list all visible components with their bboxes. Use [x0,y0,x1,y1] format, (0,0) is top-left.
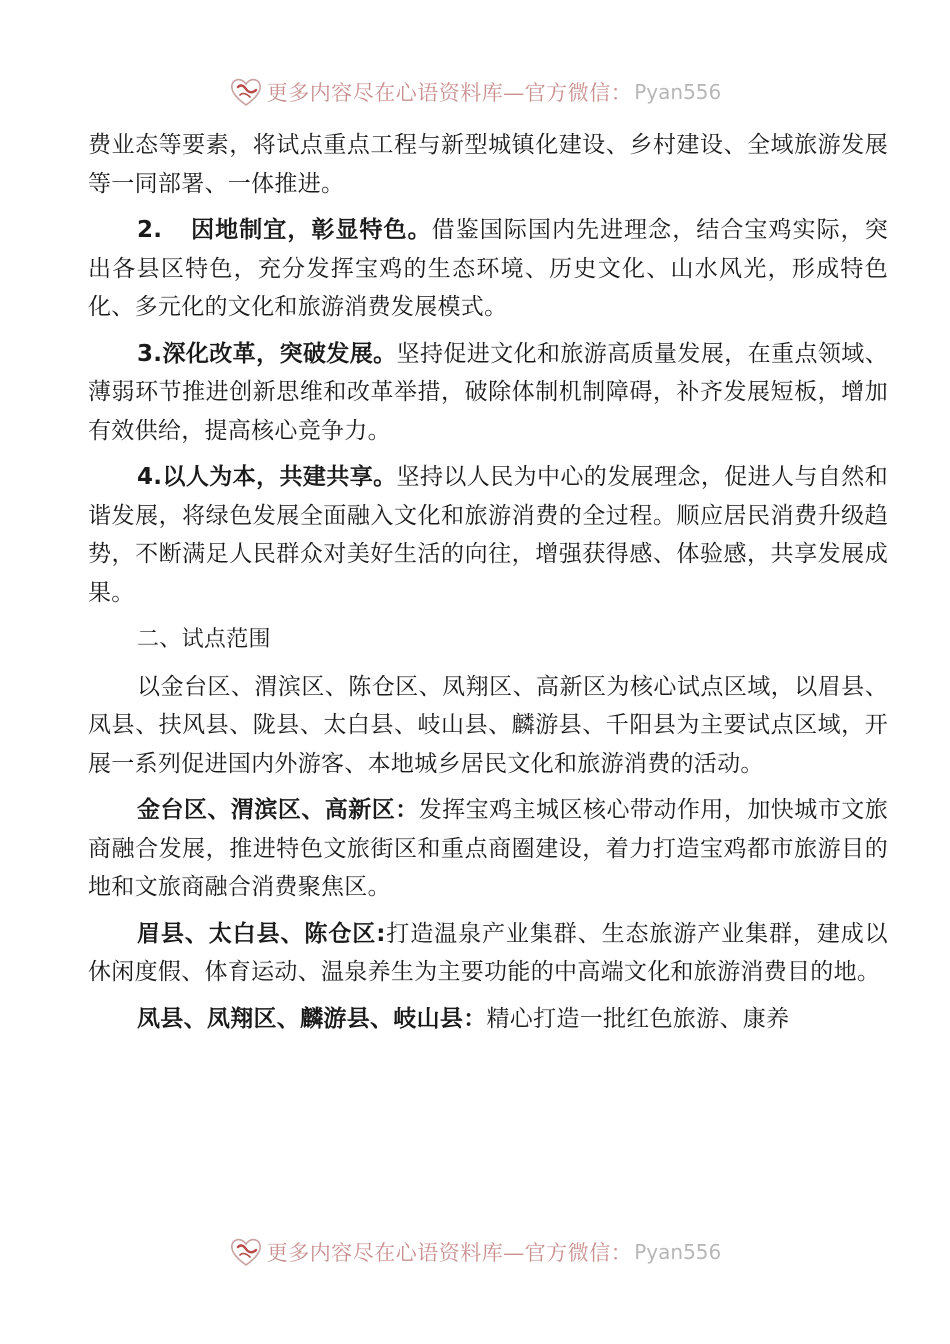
district-group-title: 金台区、渭滨区、高新区： [137,797,419,823]
principle-text: 借鉴国际国内先进理念，结合宝鸡实际，突出各县区特色，充分发挥宝鸡的生态环境、历史文化、山水风光，形成特色化、多元化的文化和旅游消费发展模式。 [88,217,888,320]
watermark-id: Pyan556 [634,1240,722,1264]
principle-3 [88,335,888,451]
principle-text: 坚持以人民为中心的发展理念，促进人与自然和谐发展，将绿色发展全面融入文化和旅游消费的全过程。顺应居民消费升级趋势，不断满足人民群众对美好生活的向往，增强获得感、体验感，共享发展成果。 [88,464,888,606]
section-heading [88,620,888,660]
paragraph-continuation [88,126,888,203]
heart-logo-icon [229,75,263,109]
district-group-2 [88,915,888,992]
document-body [88,126,888,1038]
watermark-header [0,72,950,112]
watermark-text: 更多内容尽在心语资料库—官方微信： [266,1241,633,1265]
watermark-text: 更多内容尽在心语资料库—官方微信： [266,81,633,105]
scope-paragraph [88,668,888,784]
principle-2 [88,211,888,327]
district-group-text: 发挥宝鸡主城区核心带动作用，加快城市文旅商融合发展，推进特色文旅街区和重点商圈建设，着力打造宝鸡都市旅游目的地和文旅商融合消费聚焦区。 [88,797,888,900]
section-heading-text: 二、试点范围 [137,627,271,652]
principle-title: 3.深化改革，突破发展。 [137,340,397,367]
district-group-text: 打造温泉产业集群、生态旅游产业集群，建成以休闲度假、体育运动、温泉养生为主要功能的中高端文化和旅游消费目的地。 [88,920,888,985]
district-group-1 [88,791,888,907]
principle-4 [88,458,888,612]
heart-logo-icon [229,1235,263,1269]
principle-number: 2. [137,217,163,243]
principle-title: 因地制宜，彰显特色。 [190,217,432,243]
district-group-3 [88,1000,888,1039]
paragraph-text: 费业态等要素，将试点重点工程与新型城镇化建设、乡村建设、全域旅游发展等一同部署、一体推进。 [88,132,888,197]
district-group-text: 精心打造一批红色旅游、康养 [486,1005,790,1032]
district-group-title: 凤县、凤翔区、麟游县、岐山县： [137,1005,487,1032]
district-group-title: 眉县、太白县、陈仓区: [137,920,386,947]
principle-title: 4.以人为本，共建共享。 [137,464,397,490]
principle-text: 坚持促进文化和旅游高质量发展，在重点领域、薄弱环节推进创新思维和改革举措，破除体制机制障碍，补齐发展短板，增加有效供给，提高核心竞争力。 [88,340,888,444]
watermark-id: Pyan556 [634,80,722,104]
watermark-footer [0,1232,950,1272]
paragraph-text: 以金台区、渭滨区、陈仓区、凤翔区、高新区为核心试点区域，以眉县、凤县、扶风县、陇县、太白县、岐山县、麟游县、千阳县为主要试点区域，开展一系列促进国内外游客、本地城乡居民文化和旅游消费的活动。 [88,673,888,777]
